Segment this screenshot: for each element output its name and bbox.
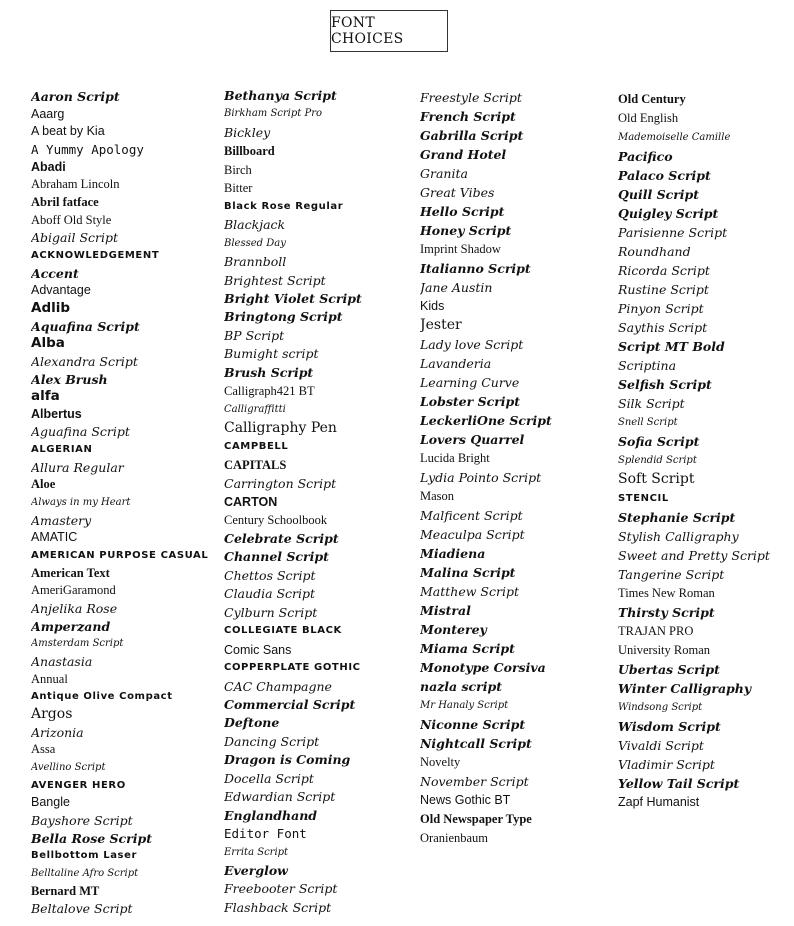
font-name: Ricorda Script — [618, 263, 710, 278]
font-name: Deftone — [224, 715, 280, 731]
font-name: Abadi — [31, 159, 66, 174]
font-name: News Gothic BT — [420, 793, 511, 807]
font-name: Jane Austin — [420, 280, 493, 295]
font-name: COLLEGIATE BLACK — [224, 625, 342, 637]
font-name: Bringtong Script — [224, 309, 343, 325]
font-name: AMERICAN PURPOSE CASUAL — [31, 550, 209, 562]
font-name: Quigley Script — [618, 206, 719, 221]
font-name: Bumight script — [224, 346, 319, 362]
font-name: Selfish Script — [618, 377, 712, 392]
font-name: Abigail Script — [31, 230, 119, 246]
font-column-4 — [618, 90, 794, 812]
font-name: Amastery — [31, 512, 92, 528]
font-name: Lovers Quarrel — [420, 432, 525, 447]
font-name: Thirsty Script — [618, 605, 715, 620]
font-name: Malina Script — [420, 565, 516, 580]
font-name: Calligraph421 BT — [224, 384, 315, 399]
font-name: Mason — [420, 489, 455, 503]
font-name: COPPERPLATE GOTHIC — [224, 662, 361, 674]
font-name: Black Rose Regular — [224, 200, 344, 212]
font-name: CAPITALS — [224, 458, 287, 473]
font-name: Beltalove Script — [31, 901, 133, 917]
font-name: Alba — [31, 335, 65, 352]
font-name: Argos — [31, 705, 73, 722]
font-name: Silk Script — [618, 396, 685, 411]
font-name: Winter Calligraphy — [618, 681, 752, 696]
font-name: Celebrate Script — [224, 530, 339, 546]
font-name: University Roman — [618, 643, 711, 657]
font-name: Times New Roman — [618, 586, 715, 600]
font-name: Abril fatface — [31, 194, 99, 209]
font-name: Blessed Day — [224, 237, 286, 249]
font-name: Editor Font — [224, 826, 307, 842]
font-name: November Script — [420, 774, 529, 789]
font-name: Anjelika Rose — [31, 601, 118, 617]
font-name: Docella Script — [224, 770, 314, 786]
font-name: Calligraphy Pen — [224, 420, 337, 437]
font-name: CAC Champagne — [224, 678, 332, 694]
font-name: Bright Violet Script — [224, 290, 362, 306]
font-name: Comic Sans — [224, 642, 292, 657]
font-name: Gabrilla Script — [420, 128, 524, 143]
font-name: Saythis Script — [618, 320, 708, 335]
font-name: Albertus — [31, 406, 82, 421]
font-name: Bickley — [224, 124, 271, 140]
font-name: Cylburn Script — [224, 604, 318, 620]
font-name: Malficent Script — [420, 508, 523, 523]
font-name: Monotype Corsiva — [420, 660, 546, 675]
font-name: Always in my Heart — [31, 497, 131, 509]
font-name: Old English — [618, 111, 679, 125]
font-name: Aloe — [31, 477, 56, 492]
font-name: Jester — [420, 317, 462, 333]
font-name: Honey Script — [420, 223, 512, 238]
font-name: Splendid Script — [618, 455, 697, 466]
font-name: Bayshore Script — [31, 812, 133, 828]
font-name: Palaco Script — [618, 168, 711, 183]
font-name: Aaron Script — [31, 89, 120, 104]
font-name: Niconne Script — [420, 717, 526, 732]
font-name: Old Newspaper Type — [420, 812, 532, 826]
font-name: Chettos Script — [224, 567, 316, 583]
font-name: Matthew Script — [420, 584, 519, 599]
font-name: Sofia Script — [618, 434, 700, 449]
font-name: Birch — [224, 162, 252, 177]
font-name: Monterey — [420, 622, 487, 637]
font-name: Vivaldi Script — [618, 738, 704, 753]
font-name: Grand Hotel — [420, 147, 507, 162]
font-name: Commercial Script — [224, 696, 356, 712]
font-name: Everglow — [224, 863, 288, 879]
font-name: Kids — [420, 299, 445, 313]
font-name: Adlib — [31, 299, 71, 316]
font-name: Italianno Script — [420, 261, 531, 276]
font-name: Ubertas Script — [618, 662, 720, 677]
font-name: American Text — [31, 565, 110, 580]
font-name: Oranienbaum — [420, 831, 489, 845]
font-name: Great Vibes — [420, 185, 495, 200]
font-name: AmeriGaramond — [31, 583, 116, 598]
font-name: Billboard — [224, 144, 275, 159]
font-name: BP Script — [224, 327, 285, 343]
font-name: Bangle — [31, 795, 70, 810]
font-name: nazla script — [420, 679, 502, 694]
font-name: Allura Regular — [31, 459, 124, 475]
font-name: Zapf Humanist — [618, 795, 700, 809]
font-name: Script MT Bold — [618, 339, 725, 354]
font-name: LeckerliOne Script — [420, 413, 552, 428]
font-name: STENCIL — [618, 493, 669, 504]
font-name: Amsterdam Script — [31, 638, 124, 650]
font-name: Novelty — [420, 755, 461, 769]
font-name: Aboff Old Style — [31, 212, 112, 227]
font-name: A beat by Kia — [31, 124, 105, 139]
font-name: Edwardian Script — [224, 789, 336, 805]
font-name: Roundhand — [618, 244, 691, 259]
font-name: Errita Script — [224, 846, 289, 858]
font-name: Birkham Script Pro — [224, 108, 323, 120]
font-name: Sweet and Pretty Script — [618, 548, 770, 563]
font-name: CAMPBELL — [224, 440, 289, 452]
font-name: Lavanderia — [420, 356, 492, 371]
font-name: Lady love Script — [420, 337, 524, 352]
font-name: A Yummy Apology — [31, 141, 144, 157]
font-name: Blackjack — [224, 217, 286, 233]
font-name: Assa — [31, 742, 56, 757]
font-column-3 — [420, 88, 610, 848]
font-name: Granita — [420, 166, 468, 181]
font-name: Freebooter Script — [224, 881, 338, 897]
font-name: Parisienne Script — [618, 225, 728, 240]
font-name: Scriptina — [618, 358, 677, 373]
font-name: ALGERIAN — [31, 444, 93, 456]
font-name: Vladimir Script — [618, 757, 715, 772]
font-name: Meaculpa Script — [420, 527, 525, 542]
font-name: Belltaline Afro Script — [31, 867, 139, 879]
font-name: Wisdom Script — [618, 719, 721, 734]
font-name: Century Schoolbook — [224, 513, 328, 528]
font-name: Stephanie Script — [618, 510, 736, 525]
font-name: Old Century — [618, 92, 686, 106]
font-name: Mademoiselle Camille — [618, 132, 731, 143]
font-name: TRAJAN PRO — [618, 624, 694, 638]
font-name: Bethanya Script — [224, 88, 337, 103]
font-name: Hello Script — [420, 204, 505, 219]
font-name: Avellino Script — [31, 761, 106, 773]
font-name: Imprint Shadow — [420, 242, 501, 256]
font-name: Brightest Script — [224, 272, 326, 288]
font-name: Soft Script — [618, 471, 695, 487]
font-name: Stylish Calligraphy — [618, 529, 739, 544]
font-name: Advantage — [31, 283, 91, 298]
font-name: Pinyon Script — [618, 301, 704, 316]
font-name: Channel Script — [224, 549, 329, 565]
font-name: Bitter — [224, 181, 253, 196]
font-name: Arizonia — [31, 724, 84, 740]
font-name: Englandhand — [224, 807, 318, 823]
font-name: Carrington Script — [224, 475, 337, 491]
font-name: Tangerine Script — [618, 567, 725, 582]
font-name: Lobster Script — [420, 394, 521, 409]
font-name: Bella Rose Script — [31, 830, 153, 846]
font-name: Alexandra Script — [31, 353, 138, 369]
font-name: alfa — [31, 388, 60, 405]
font-name: Yellow Tail Script — [618, 776, 740, 791]
font-name: Antique Olive Compact — [31, 691, 173, 703]
font-name: Mistral — [420, 603, 471, 618]
font-name: Nightcall Script — [420, 736, 532, 751]
font-name: Amperzand — [31, 618, 111, 634]
font-name: Miama Script — [420, 641, 515, 656]
font-name: Abraham Lincoln — [31, 177, 120, 192]
font-name: AMATIC — [31, 530, 78, 545]
font-name: Windsong Script — [618, 702, 703, 713]
font-name: Brush Script — [224, 364, 314, 380]
font-name: Learning Curve — [420, 375, 520, 390]
font-name: AVENGER HERO — [31, 779, 126, 791]
font-name: Anastasia — [31, 654, 93, 669]
font-name: Freestyle Script — [420, 90, 522, 105]
font-name: Flashback Script — [224, 899, 332, 915]
font-name: Dragon is Coming — [224, 752, 351, 768]
font-name: Aguafina Script — [31, 424, 130, 440]
font-name: Mr Hanaly Script — [420, 700, 509, 711]
font-name: Aaarg — [31, 106, 65, 121]
font-name: Annual — [31, 671, 68, 686]
font-name: Bernard MT — [31, 883, 100, 898]
font-name: Claudia Script — [224, 586, 316, 602]
font-name: Accent — [31, 265, 79, 281]
font-name: Dancing Script — [224, 733, 320, 749]
font-name: Pacifico — [618, 149, 673, 164]
font-name: Lucida Bright — [420, 451, 490, 465]
font-column-2 — [224, 87, 414, 917]
font-name: CARTON — [224, 494, 278, 509]
font-name: Bellbottom Laser — [31, 850, 138, 862]
font-name: Calligraffitti — [224, 403, 286, 415]
font-name: Rustine Script — [618, 282, 709, 297]
font-column-1 — [31, 88, 221, 918]
font-name: French Script — [420, 109, 516, 124]
font-name: Quill Script — [618, 187, 700, 202]
font-name: Aquafina Script — [31, 318, 140, 334]
page-title: FONT CHOICES — [330, 10, 448, 52]
font-name: Snell Script — [618, 417, 678, 428]
font-name: Miadiena — [420, 546, 486, 561]
font-name: ACKNOWLEDGEMENT — [31, 249, 160, 261]
font-name: Alex Brush — [31, 371, 108, 387]
font-name: Lydia Pointo Script — [420, 470, 542, 485]
font-name: Brannboll — [224, 254, 287, 270]
